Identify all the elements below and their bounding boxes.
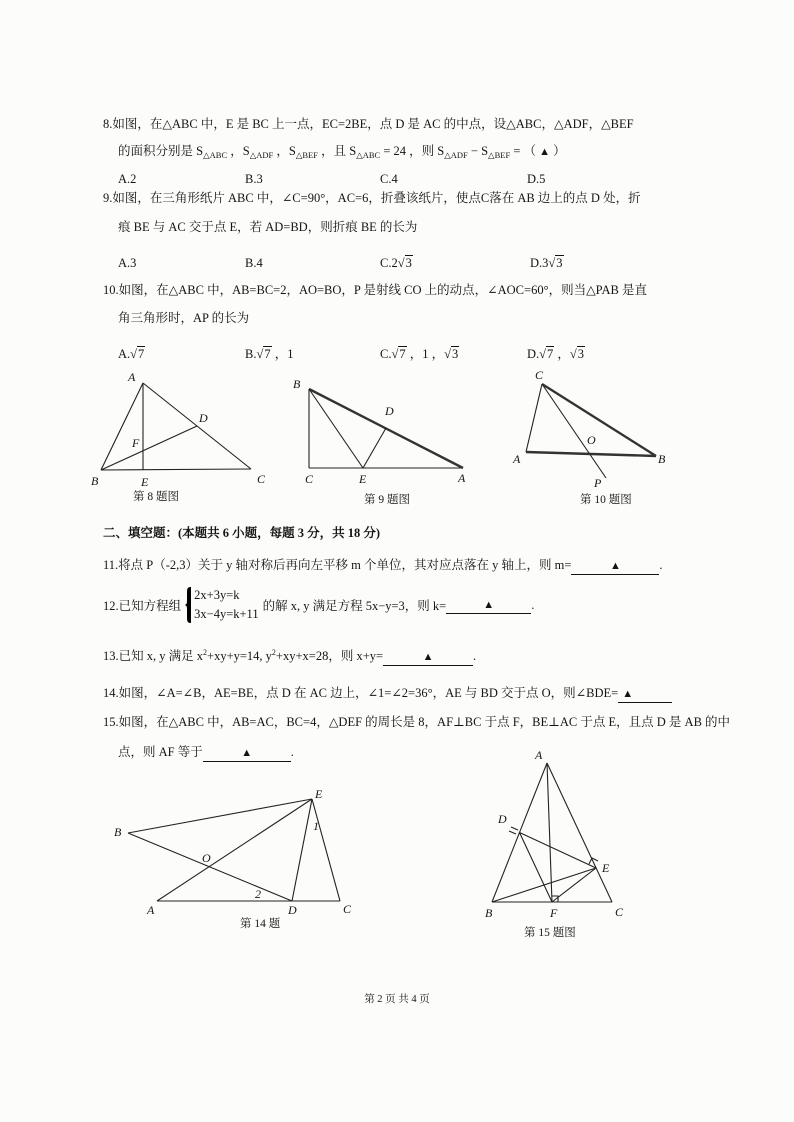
label-a: A [535,748,543,762]
figure-15 [480,745,632,921]
q15-text-line-1: 15.如图，在△ABC 中，AB=AC，BC=4，△DEF 的周长是 8，AF⊥BC 于点 F，BE⊥AC 于点 E，且点 D 是 AB 的中 [103,715,731,729]
label-b: B [91,474,99,488]
q8-text: = 24 ，则 [380,144,438,158]
label-d: D [199,411,208,425]
exponent: 2 [203,648,208,657]
segment-ca [526,384,542,452]
sqrt-sign: √ [548,256,556,270]
answer-mark: ▲ [422,651,434,663]
q8-text: ） [550,144,566,158]
q8-option-b: B.3 [245,172,263,186]
q10-option-d [527,346,585,363]
system-brace [183,586,192,624]
figure-14-caption: 第 14 题 [240,918,281,930]
radicand: 3 [556,256,563,270]
q8-text: − [467,144,482,158]
area-subscript: △BEF [295,150,318,160]
sqrt-sign: √ [130,347,138,361]
area-subscript: △ADF [249,150,274,160]
segment-ed [292,799,312,901]
option-label: C.2 [380,256,398,270]
segment-af [547,763,552,902]
label-b: B [658,452,666,466]
radicand: 7 [399,347,406,361]
q8-text-line-1: 8.如图，在△ABC 中，E 是 BC 上一点，EC=2BE，点 D 是 AC 的中点，设△ABC，△ADF，△BEF [103,117,634,131]
area-subscript: △BEF [488,150,511,160]
radicand: 3 [451,347,459,361]
period: . [659,558,663,572]
sqrt-sign: √ [397,256,405,270]
answer-mark: ▲ [539,146,551,158]
q11-answer-blank [571,558,659,575]
segment-bd [101,426,197,470]
option-label: D.3 [530,256,549,270]
label-angle-2: 2 [255,887,261,901]
radicand: 7 [547,347,554,361]
label-c: C [535,368,544,382]
period: . [473,649,477,663]
label-f: F [132,436,140,450]
area-symbol: S [437,144,445,158]
q11-question: 11.将点 P（-2,3）关于 y 轴对称后再向左平移 m 个单位，其对应点落在 y 轴上，则 m= [103,558,572,572]
period: . [531,597,535,612]
q9-text-line-1: 9.如图，在三角形纸片 ABC 中，∠C=90°，AC=6，折叠该纸片，使点C落在 AB 边上的点 D 处，折 [103,191,641,205]
q15-text-line-2 [118,744,294,762]
sqrt-sign: √ [569,347,577,361]
radicand: 7 [264,347,271,361]
label-f: F [550,906,558,920]
radicand: 7 [138,347,145,361]
label-d: D [498,812,507,826]
sqrt-sign: √ [256,347,264,361]
q8-text: 的面积分别是 [118,144,197,158]
q8-option-a: A.2 [118,172,137,186]
answer-mark: ▲ [609,560,621,572]
period: . [290,745,294,759]
equal-tick-mark [511,827,518,830]
label-o: O [587,433,596,447]
segment-ef [552,868,596,902]
label-e: E [602,861,610,875]
sqrt-sign: √ [391,347,399,361]
q8-text: ，且 [317,144,350,158]
label-o: O [202,851,211,865]
figure-8-caption: 第 8 题图 [133,491,179,503]
q14-answer-blank [618,686,672,703]
label-e: E [359,472,367,486]
figure-8 [85,365,270,490]
figure-14 [110,785,360,917]
label-a: A [458,471,466,485]
answer-mark: ▲ [241,747,253,759]
q15-answer-blank [203,745,291,762]
figure-10 [505,365,675,491]
label-e: E [141,475,149,489]
q12-question: 的解 x, y 满足方程 5x−y=3，则 k= [262,599,447,613]
q12-answer-blank [446,597,531,614]
q8-text: ， [273,144,289,158]
label-a: A [128,370,136,384]
q9-option-c [380,255,413,272]
label-b: B [114,825,122,839]
q13-text-part: +xy+y=14, y [207,649,272,663]
ray-co [542,384,606,478]
q12-text [103,586,534,624]
segment-ec [312,799,340,901]
q11-text [103,557,663,575]
q15-question: 点，则 AF 等于 [118,745,203,759]
q14-text [103,685,672,703]
segment-cb [542,384,656,456]
option-text: ， [554,347,570,361]
q13-answer-blank [383,649,473,666]
label-angle-1: 1 [313,819,319,833]
option-label: C. [380,347,392,361]
segment-bc [101,469,251,470]
q10-option-a [118,346,145,363]
segment-be [128,799,312,833]
q8-text: = （ [510,144,540,158]
equal-tick-mark [509,831,516,834]
q8-text: ， [227,144,243,158]
segment-ab [101,383,143,470]
area-symbol: S [288,144,296,158]
radicand: 3 [405,256,412,270]
figure-9 [285,372,475,488]
q8-option-c: C.4 [380,172,398,186]
label-d: D [288,903,297,917]
figure-10-caption: 第 10 题图 [580,494,632,506]
option-text: ，1 ， [406,347,445,361]
segment-ed [363,428,386,468]
area-symbol: S [349,144,357,158]
area-subscript: △ADF [444,150,468,160]
option-label: B. [245,347,257,361]
brace-path [184,587,191,623]
segment-ae [157,799,312,901]
label-b: B [485,906,493,920]
area-subscript: △ABC [356,150,381,160]
segment-de [520,833,597,869]
page-number: 第 2 页 共 4 页 [364,994,430,1005]
label-p: P [594,476,602,490]
radicand: 3 [577,347,585,361]
figure-9-caption: 第 9 题图 [364,494,410,506]
segment-be [309,389,363,468]
q13-text-part: +xy+x=28，则 x+y= [275,649,384,663]
area-subscript: △ABC [203,150,228,160]
label-b: B [293,377,301,391]
q13-text [103,648,476,666]
area-symbol: S [196,144,204,158]
q8-option-d: D.5 [527,172,546,186]
q9-text-line-2: 痕 BE 与 AC 交于点 E，若 AD=BD，则折痕 BE 的长为 [118,220,418,234]
sqrt-sign: √ [539,347,547,361]
sqrt-sign: √ [444,347,451,361]
label-c: C [257,472,266,486]
q9-option-d [530,255,564,272]
label-e: E [315,787,323,801]
label-d: D [385,404,394,418]
equation-2: 3x−4y=k+11 [194,607,259,621]
q9-option-b: B.4 [245,256,263,270]
q13-text-part: 13.已知 x, y 满足 x [103,649,204,663]
q10-text-line-1: 10.如图，在△ABC 中，AB=BC=2，AO=BO，P 是射线 CO 上的动点，∠AOC=60°，则当△PAB 是直 [103,283,647,297]
exponent: 2 [271,648,276,657]
label-a: A [513,452,521,466]
option-text: ，1 [271,347,294,361]
answer-mark: ▲ [483,598,495,611]
label-c: C [343,902,352,916]
label-a: A [147,903,155,917]
segment-bd [128,833,292,901]
q12-lead: 12.已知方程组 [103,599,182,613]
figure-15-caption: 第 15 题图 [524,927,576,939]
q8-text-line-2 [118,143,566,161]
q10-text-line-2: 角三角形时，AP 的长为 [118,311,250,325]
section-2-heading: 二、填空题：(本题共 6 小题，每题 3 分，共 18 分) [103,526,381,540]
q14-question: 14.如图，∠A=∠B，AE=BE，点 D 在 AC 边上，∠1=∠2=36°，AE 与 BD 交于点 O，则∠BDE= [103,686,619,700]
label-c: C [615,905,624,919]
equation-1: 2x+3y=k [194,588,240,602]
answer-mark: ▲ [622,688,634,700]
label-c: C [305,472,314,486]
q9-option-a: A.3 [118,256,137,270]
option-label: D. [527,347,540,361]
option-label: A. [118,347,131,361]
q10-option-b [245,346,293,363]
equation-system [194,586,258,624]
q10-option-c [380,346,459,363]
area-symbol: S [242,144,250,158]
area-symbol: S [481,144,489,158]
